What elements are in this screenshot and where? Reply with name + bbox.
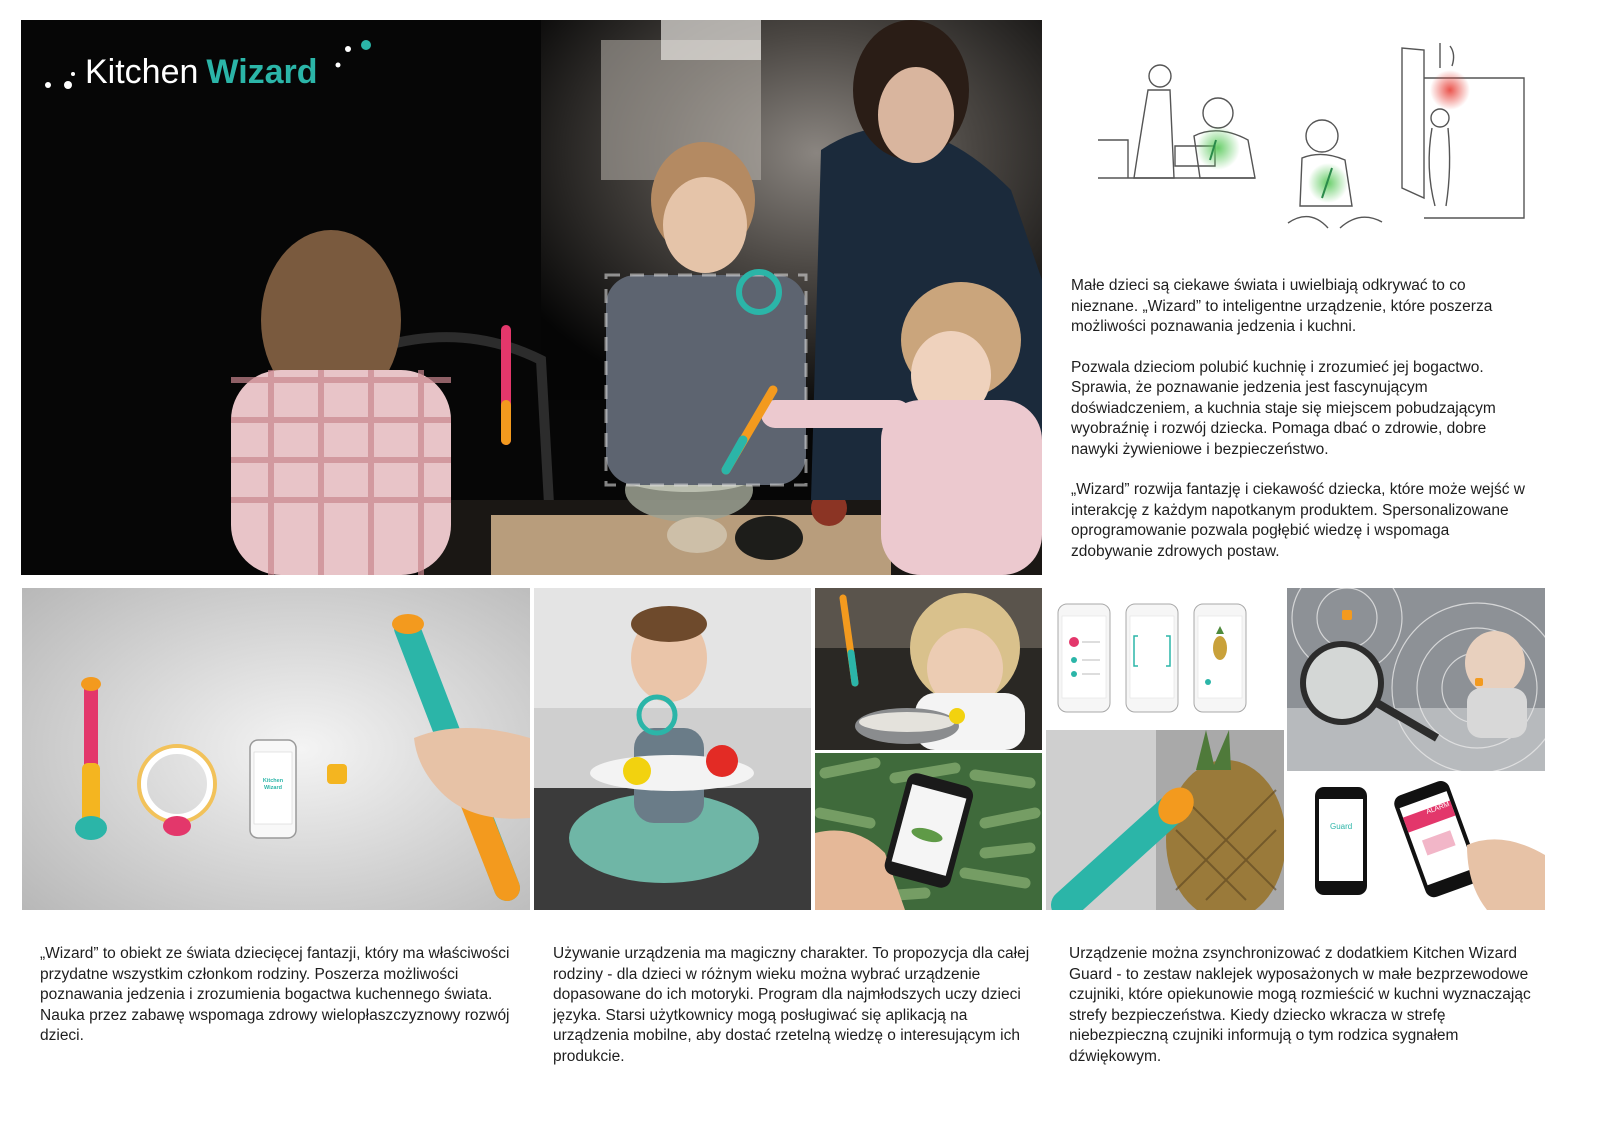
guard-label: Guard xyxy=(1330,822,1353,831)
bottom-text-magic xyxy=(553,944,1031,1087)
phone-cucumbers-photo xyxy=(815,753,1042,910)
logo xyxy=(43,52,376,92)
intro-paragraph: Pozwala dzieciom polubić kuchnię i zrozumieć jej bogactwo. Sprawia, że poznawanie jedzenia jest fascynującym doświadczeniem, a kuchnia staje się miejscem pobudzającym wyobraźnię i rozwój dziecka. Pomaga dbać o zdrowie, dobre nawyki żywieniowe i bezpieczeństwo. xyxy=(1071,358,1496,458)
intro-text xyxy=(1071,276,1533,582)
bottom-text-family xyxy=(40,944,515,1067)
bottom-paragraph: Używanie urządzenia ma magiczny charakter. To propozycja dla całej rodziny - dla dzieci w różnym wieku można wybrać urządzenie dopasowane do ich motoryki. Program dla najmłodszych uczy dzieci języka. Starsi użytkownicy mogą posługiwać się aplikacją na urządzenia mobilne, aby dostać rzetelną wiedzę o interesującym ich produkcie. xyxy=(553,945,1030,1065)
sparkle-dots-icon xyxy=(326,37,376,77)
logo-word-kitchen: Kitchen xyxy=(85,52,199,91)
hero-photo xyxy=(21,20,1042,575)
sparkle-dots-icon xyxy=(43,52,83,92)
product-phone-screen xyxy=(254,778,292,792)
girl-wand-photo xyxy=(815,588,1042,750)
bottom-paragraph: Urządzenie można zsynchronizować z dodatkiem Kitchen Wizard Guard - to zestaw naklejek wyposażonych w małe bezprzewodowe czujniki, które opiekunowie mogą rozmieścić w kuchni wyznaczając strefy bezpieczeństwa. Kiedy dziecko wkracza w strefę niebezpieczną czujniki informują o tym rodzica sygnałem dźwiękowym. xyxy=(1069,945,1531,1065)
product-phone-label: Kitchen Wizard xyxy=(262,778,284,791)
wand-pineapple-photo xyxy=(1046,730,1284,910)
logo-word-wizard: Wizard xyxy=(206,52,318,91)
guard-phones-photo xyxy=(1287,775,1545,910)
bottom-text-guard xyxy=(1069,944,1543,1087)
alarm-label: ALARM xyxy=(1425,801,1451,816)
usage-sketches xyxy=(1090,28,1530,248)
stove-overhead-photo xyxy=(1287,588,1545,771)
product-lineup-photo xyxy=(22,588,530,910)
intro-paragraph: „Wizard” rozwija fantazję i ciekawość dziecka, które może wejść w interakcję z każdym napotkanym produktem. Spersonalizowane oprogramowanie pozwala pogłębić wiedzę i wspomaga zdobywanie zdrowych postaw. xyxy=(1071,481,1525,560)
intro-paragraph: Małe dzieci są ciekawe świata i uwielbiają odkrywać to co nieznane. „Wizard” to inteligentne urządzenie, które poszerza możliwości poznawania jedzenia i kuchni. xyxy=(1071,277,1493,335)
baby-seat-photo xyxy=(534,588,811,910)
bottom-paragraph: „Wizard” to obiekt ze świata dziecięcej fantazji, który ma właściwości przydatne wszystkim członkom rodziny. Poszerza możliwości poznawania jedzenia i zrozumienia bogactwa kuchennego świata. Nauka przez zabawę wspomaga zdrowy wielopłaszczyznowy rozwój dzieci. xyxy=(40,945,510,1044)
app-screens xyxy=(1046,590,1284,725)
